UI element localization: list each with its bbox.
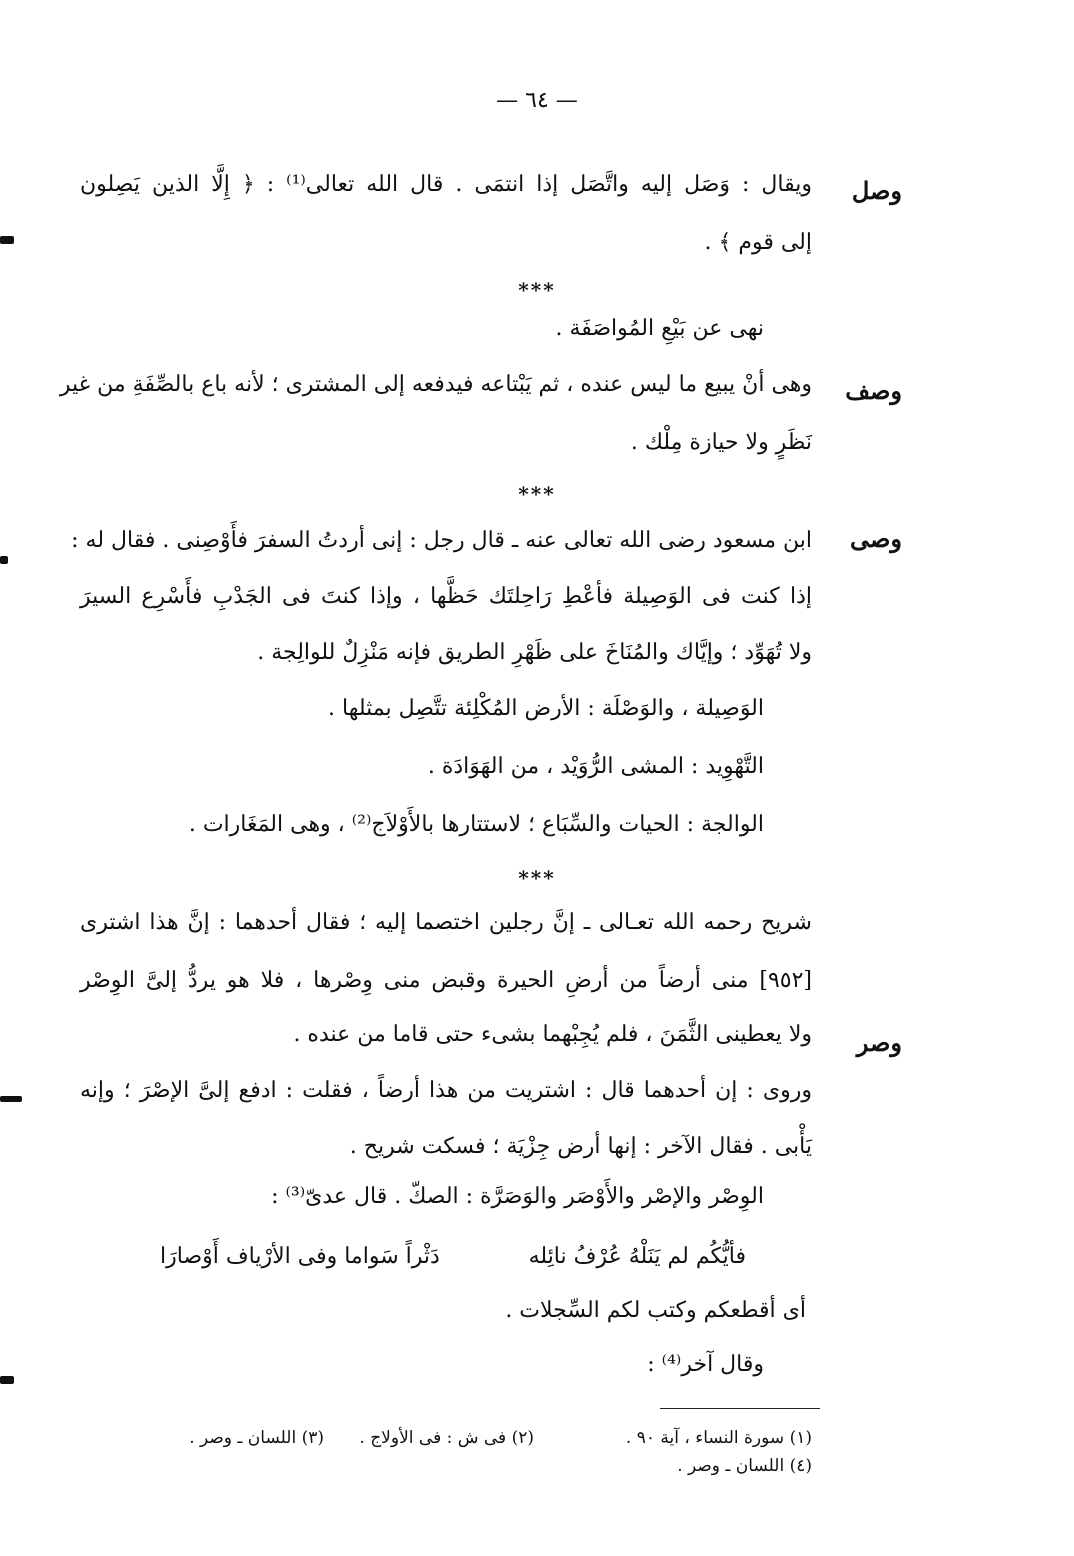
text-line: ولا تُهَوِّد ؛ وإيَّاك والمُنَاخَ على ظَهْرِ الطريق فإنه مَنْزِلٌ للوالِجة .	[257, 640, 812, 665]
footnote-1: (١) سورة النساء ، آية ٩٠ .	[625, 1428, 812, 1448]
text-line: الوَصِيلة ، والوَصْلَة : الأرض المُكْلِئة تتَّصِل بمثلها .	[328, 696, 764, 721]
text-line: إلى قوم ﴾ .	[704, 230, 812, 255]
text-line: إذا كنت فى الوَصِيلة فأعْطِ رَاحِلتَك حَظَّها ، وإذا كنتَ فى الجَدْبِ فأَسْرِع السيرَ	[80, 584, 812, 609]
section-separator: ***	[518, 866, 556, 890]
footnote-rule	[660, 1408, 820, 1409]
scan-mark	[0, 236, 14, 244]
text-line: نَظَرٍ ولا حيازة مِلْك .	[630, 430, 812, 455]
verse-hemistich-right: فأيُّكُم لم يَنَلْهُ عُرْفُ نائِله	[528, 1244, 746, 1269]
footnote-3: (٣) اللسان ـ وصر .	[189, 1428, 324, 1448]
footnote-2: (٢) فى ش : فى الأولاج .	[359, 1428, 534, 1448]
verse-hemistich-left: دَثْراً سَواما وفى الأرْياف أَوْصارَا	[160, 1244, 440, 1269]
text-line: ابن مسعود رضى الله تعالى عنه ـ قال رجل : إنى أردتُ السفرَ فأَوْصِنى . فقال له :	[71, 528, 812, 553]
text-line: وقال آخر⁽⁴⁾ :	[647, 1352, 764, 1377]
root-word-wasr: وصر	[856, 1028, 902, 1057]
section-separator: ***	[518, 278, 556, 302]
text-line: وهى أنْ يبيع ما ليس عنده ، ثم يَبْتاعه فيدفعه إلى المشترى ؛ لأنه باع بالصِّفَةِ من غير	[59, 372, 812, 397]
text-line: الوالجة : الحيات والسِّبَاع ؛ لاستتارها بالأَوْلاَج⁽²⁾ ، وهى المَغَارات .	[188, 812, 764, 837]
root-word-wasf: وصف	[845, 376, 902, 405]
text-line: ولا يعطينى الثَّمَنَ ، فلم يُجِبْهما بشىء حتى قاما من عنده .	[293, 1022, 812, 1047]
text-line: التَّهْوِيد : المشى الرُّوَيْد ، من الهَوَادَة .	[427, 754, 764, 779]
root-word-wasa: وصى	[850, 524, 902, 553]
text-line: ويقال : وَصَل إليه واتَّصَل إذا انتمَى . قال الله تعالى⁽¹⁾ : ﴿ إِلَّا الذين يَصِلون	[80, 172, 812, 197]
scan-mark	[0, 556, 8, 564]
text-line: أى أقطعكم وكتب لكم السِّجلات .	[505, 1298, 806, 1323]
footnote-4: (٤) اللسان ـ وصر .	[677, 1456, 812, 1476]
section-separator: ***	[518, 482, 556, 506]
text-line: شريح رحمه الله تعـالى ـ إنَّ رجلين اختصما إليه ؛ فقال أحدهما : إنَّ هذا اشترى	[80, 910, 812, 935]
text-line: [٩٥٢] منى أرضاً من أرضِ الحيرة وقبض منى وِصْرها ، فلا هو يردُّ إلىَّ الوِصْر	[80, 968, 812, 993]
text-line: يَأْبى . فقال الآخر : إنها أرض جِزْيَة ؛ فسكت شريح .	[349, 1134, 812, 1159]
text-line: الوِصْر والإصْر والأَوْصَر والوَصَرَّة : الصكّ . قال عدىّ⁽³⁾ :	[271, 1184, 764, 1209]
text-line: وروى : إن أحدهما قال : اشتريت من هذا أرضاً ، فقلت : ادفع إلىَّ الإصْرَ ؛ وإنه	[80, 1078, 812, 1103]
text-line: نهى عن بَيْعِ المُواصَفَة .	[555, 316, 764, 341]
scan-mark	[0, 1376, 14, 1384]
root-word-wasl: وصل	[851, 176, 902, 205]
scan-mark	[0, 1096, 22, 1102]
page-number: — ٦٤ —	[496, 88, 578, 113]
